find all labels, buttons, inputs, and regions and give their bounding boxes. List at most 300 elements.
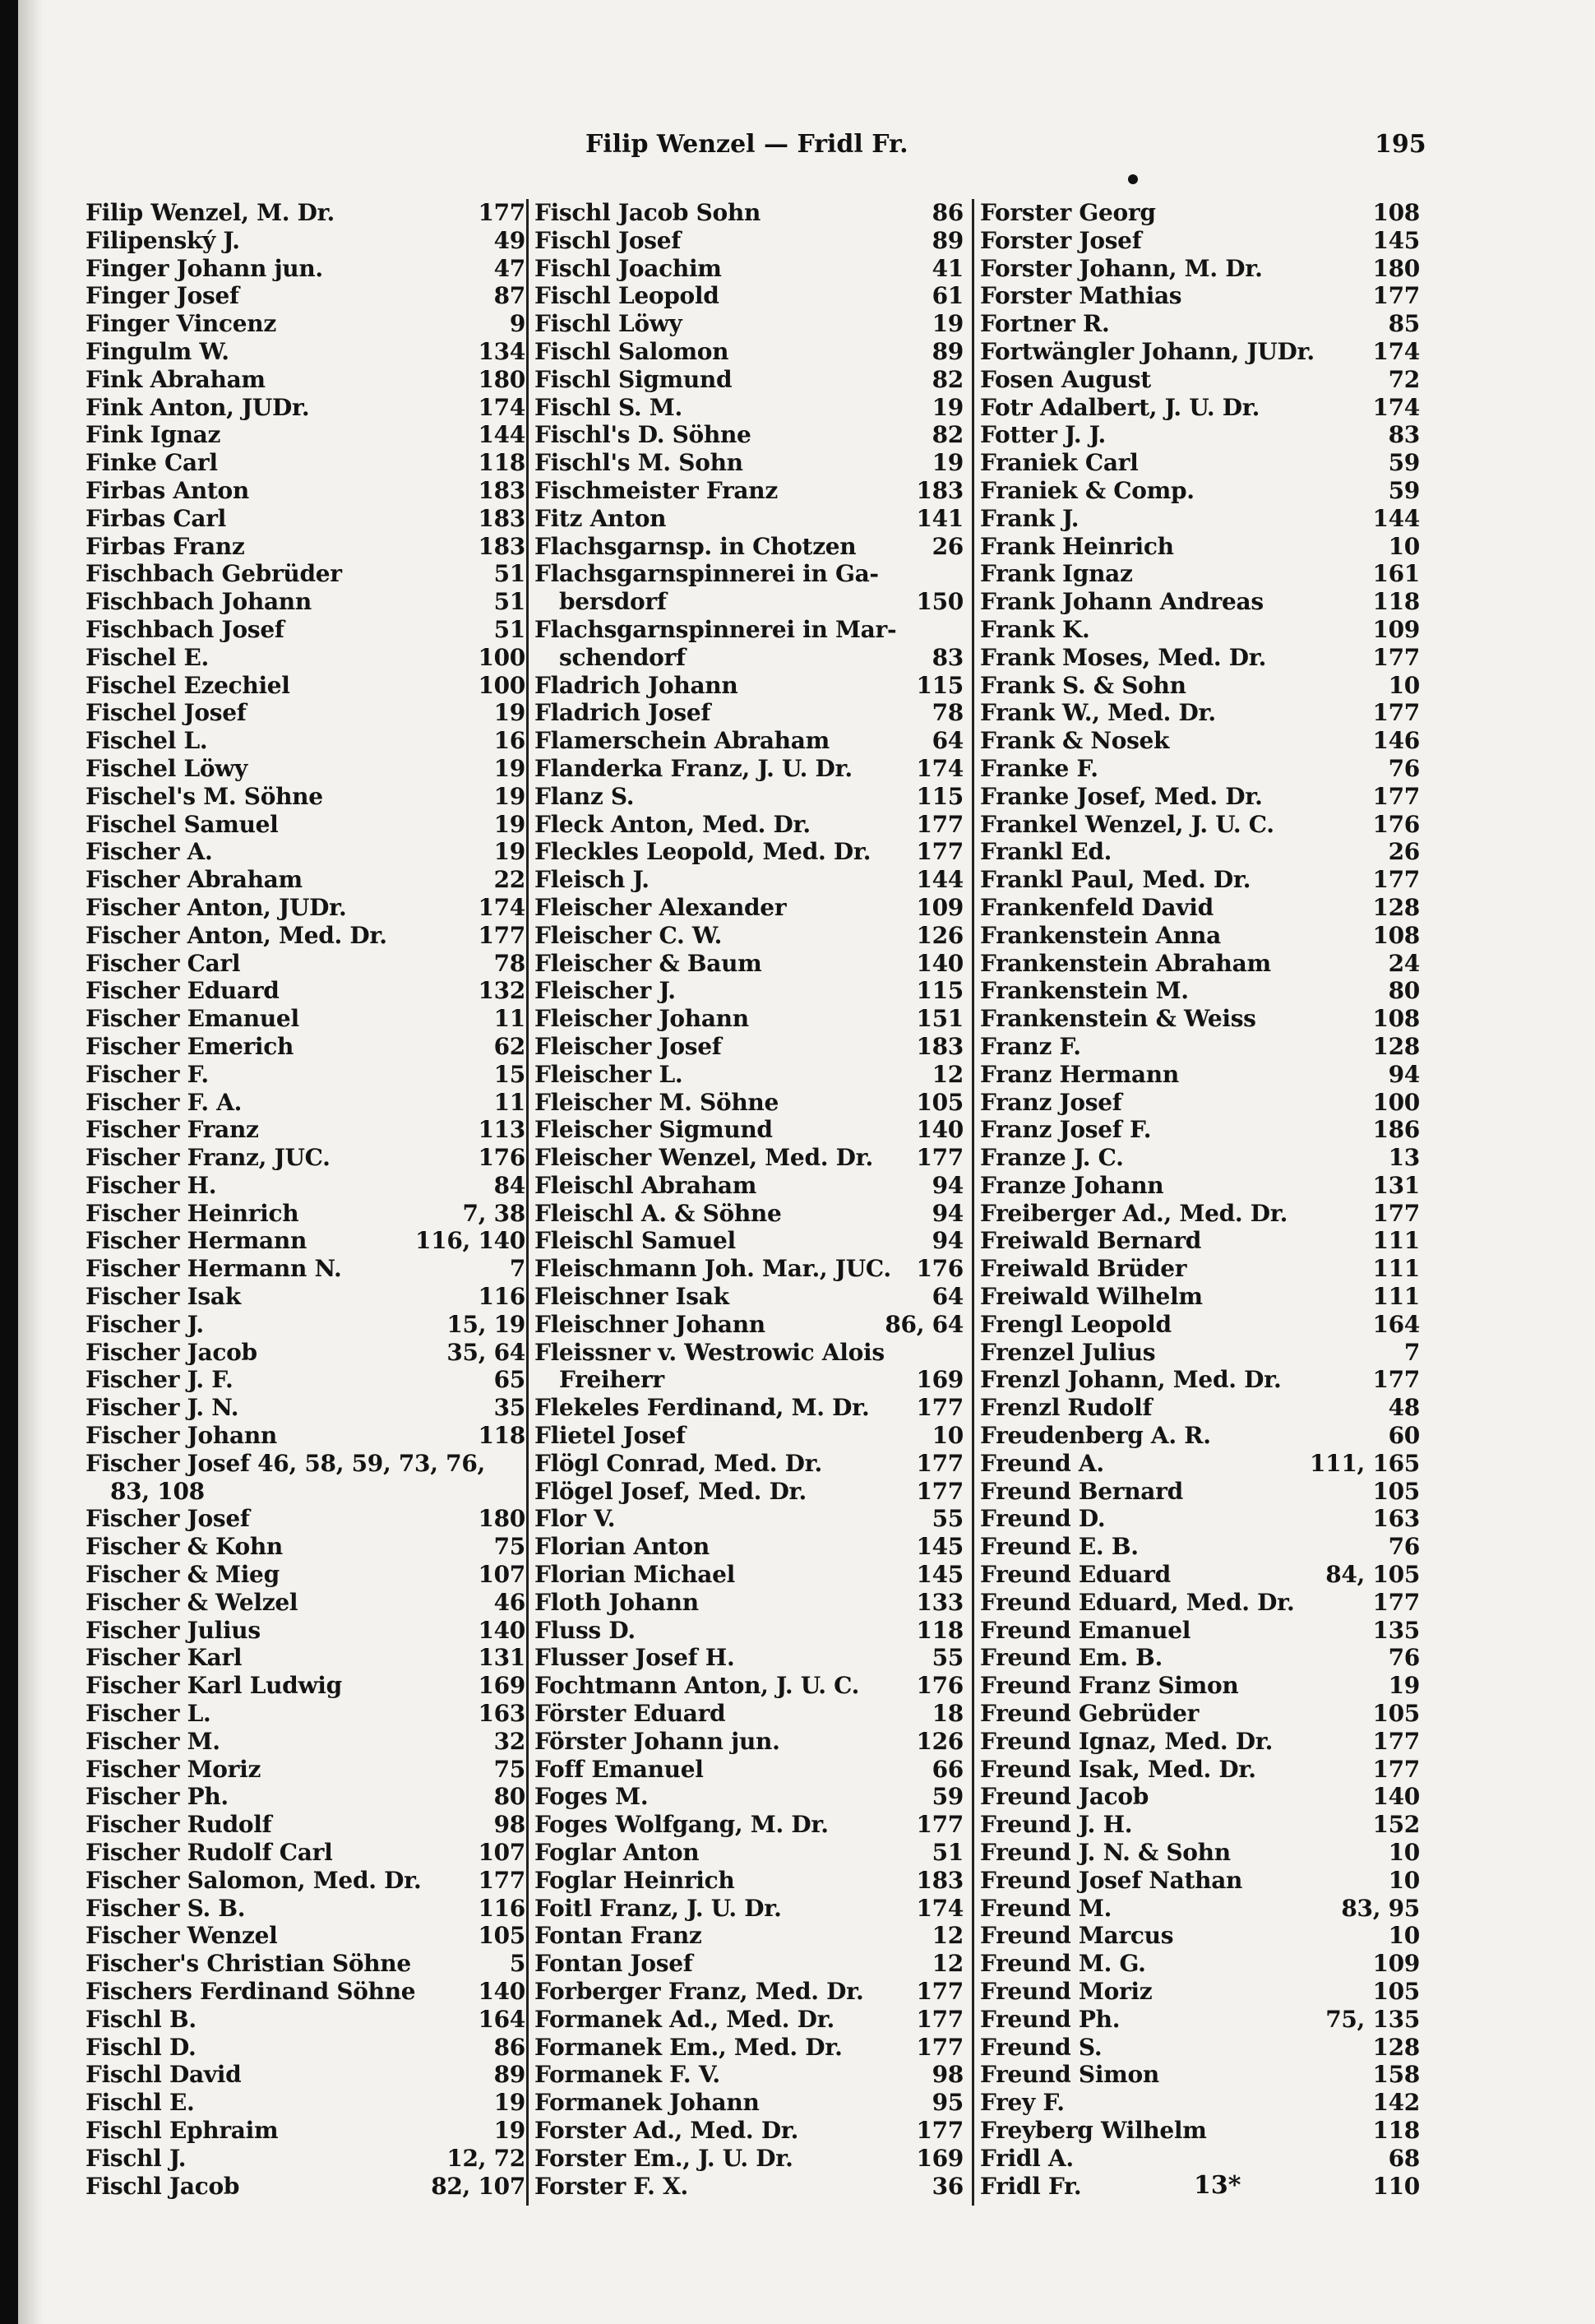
index-entry	[534, 282, 964, 310]
entry-pages: 133	[916, 1588, 964, 1616]
entry-name: Fischl Ephraim	[86, 2116, 279, 2144]
entry-name: Fischl's D. Söhne	[534, 421, 751, 449]
index-column-3	[980, 199, 1420, 2200]
entry-name: Formanek F. V.	[534, 2061, 720, 2089]
index-entry	[86, 1756, 525, 1784]
index-entry	[534, 1227, 964, 1255]
entry-name: Fladrich Josef	[534, 699, 711, 727]
entry-pages: 152	[1372, 1811, 1420, 1839]
entry-name: Fischl B.	[86, 2005, 196, 2033]
index-entry	[534, 1422, 964, 1450]
entry-pages: 7	[1403, 1338, 1420, 1366]
index-entry	[534, 227, 964, 255]
entry-name: Frankel Wenzel, J. U. C.	[980, 810, 1274, 838]
entry-name: Fischer Franz	[86, 1116, 259, 1144]
index-entry	[86, 2061, 525, 2089]
entry-pages: 10	[1388, 671, 1420, 699]
entry-pages: 128	[1372, 1032, 1420, 1060]
entry-name: Freund Isak, Med. Dr.	[980, 1755, 1256, 1783]
entry-pages: 35, 64	[446, 1338, 525, 1366]
entry-pages: 177	[1372, 282, 1420, 310]
entry-name: Fischer S. B.	[86, 1894, 246, 1922]
entry-pages: 89	[932, 337, 964, 365]
index-entry	[534, 588, 964, 616]
entry-pages: 142	[1372, 2089, 1420, 2117]
entry-name: Fischer & Mieg	[86, 1561, 280, 1589]
entry-pages: 78	[493, 949, 525, 977]
entry-pages: 177	[916, 2005, 964, 2033]
index-entry	[86, 2034, 525, 2062]
index-entry	[980, 727, 1420, 755]
entry-pages: 61	[932, 282, 964, 310]
entry-pages: 75, 135	[1325, 2005, 1420, 2033]
index-entry	[86, 199, 525, 227]
entry-name: Fleischer C. W.	[534, 921, 723, 949]
entry-name: Freund Jacob	[980, 1783, 1149, 1811]
index-entry	[980, 2089, 1420, 2117]
index-entry	[534, 1283, 964, 1311]
entry-name: Flekeles Ferdinand, M. Dr.	[534, 1394, 870, 1422]
entry-pages: 145	[1372, 226, 1420, 254]
entry-name: Franz Josef	[980, 1088, 1122, 1116]
index-entry	[86, 1283, 525, 1311]
index-entry	[534, 2173, 964, 2201]
index-entry	[534, 1505, 964, 1533]
entry-pages: 169	[916, 1366, 964, 1394]
index-entry	[534, 560, 964, 588]
entry-name: Fingulm W.	[86, 337, 229, 365]
entry-pages: 82, 107	[431, 2172, 525, 2200]
entry-pages: 177	[916, 810, 964, 838]
entry-name: Fischer Isak	[86, 1283, 241, 1311]
entry-pages: 176	[478, 1144, 525, 1172]
entry-name: Fridl A.	[980, 2144, 1074, 2172]
entry-name: Frank J.	[980, 504, 1080, 532]
entry-pages: 66	[932, 1755, 964, 1783]
entry-name: Florian Michael	[534, 1561, 735, 1589]
page-header	[18, 130, 1595, 166]
entry-name: Frank W., Med. Dr.	[980, 699, 1216, 727]
entry-pages: 174	[478, 393, 525, 421]
entry-name: Fischel Löwy	[86, 754, 248, 782]
entry-name: Fleck Anton, Med. Dr.	[534, 810, 811, 838]
index-entry	[534, 366, 964, 394]
entry-name: Flachsgarnspinnerei in Mar-	[534, 615, 897, 643]
index-entry	[534, 1116, 964, 1144]
index-entry	[534, 1394, 964, 1422]
entry-name: Fischl S. M.	[534, 393, 682, 421]
index-entry	[534, 1644, 964, 1672]
entry-pages: 140	[478, 1616, 525, 1644]
index-entry	[86, 1172, 525, 1200]
entry-name: Frankenstein Anna	[980, 921, 1221, 949]
entry-name: Freiherr	[559, 1366, 664, 1394]
entry-pages: 82	[932, 421, 964, 449]
index-entry	[534, 783, 964, 811]
entry-pages: 51	[493, 615, 525, 643]
entry-name: Fridl Fr.	[980, 2172, 1082, 2200]
entry-pages: 64	[932, 1283, 964, 1311]
entry-name: Fischel's M. Söhne	[86, 782, 323, 810]
entry-pages: 98	[493, 1811, 525, 1839]
entry-name: Freund Moriz	[980, 1978, 1153, 2005]
entry-pages: 62	[493, 1032, 525, 1060]
entry-pages: 98	[932, 2061, 964, 2089]
index-entry	[534, 1061, 964, 1089]
entry-name: Fischer Rudolf	[86, 1811, 272, 1839]
entry-pages: 132	[478, 977, 525, 1005]
entry-name: Frank K.	[980, 615, 1090, 643]
index-entry	[86, 811, 525, 839]
entry-pages: 180	[478, 1505, 525, 1533]
index-entry	[86, 588, 525, 616]
entry-pages: 115	[916, 671, 964, 699]
entry-pages: 83, 95	[1341, 1894, 1420, 1922]
index-entry	[534, 1478, 964, 1506]
index-entry	[980, 1811, 1420, 1839]
entry-pages: 174	[478, 893, 525, 921]
index-entry	[980, 672, 1420, 700]
index-entry	[980, 1478, 1420, 1506]
entry-pages: 19	[932, 449, 964, 477]
entry-name: Freund M. G.	[980, 1950, 1146, 1978]
entry-name: Frank S. & Sohn	[980, 671, 1186, 699]
index-entry	[980, 338, 1420, 366]
index-entry	[980, 1005, 1420, 1033]
entry-pages: 111	[1372, 1255, 1420, 1283]
entry-pages: 12, 72	[446, 2144, 525, 2172]
index-entry	[86, 421, 525, 449]
entry-name: Freund J. H.	[980, 1811, 1133, 1839]
entry-name: Floth Johann	[534, 1588, 699, 1616]
entry-pages: 5	[509, 1950, 525, 1978]
index-entry	[534, 2034, 964, 2062]
index-entry	[534, 2145, 964, 2173]
entry-pages: 180	[478, 365, 525, 393]
index-entry	[980, 1867, 1420, 1895]
index-entry	[86, 1589, 525, 1617]
entry-pages: 176	[916, 1255, 964, 1283]
entry-name: Freund A.	[980, 1449, 1104, 1477]
index-entry	[534, 505, 964, 533]
entry-name: Fleischer J.	[534, 977, 676, 1005]
entry-pages: 150	[916, 588, 964, 616]
entry-name: Flanz S.	[534, 782, 635, 810]
entry-name: 83, 108	[110, 1477, 205, 1505]
entry-name: Fischers Ferdinand Söhne	[86, 1978, 416, 2005]
entry-pages: 9	[509, 310, 525, 338]
index-entry	[980, 366, 1420, 394]
index-entry	[980, 1617, 1420, 1645]
entry-pages: 177	[916, 1978, 964, 2005]
entry-pages: 164	[478, 2005, 525, 2033]
entry-pages: 32	[493, 1727, 525, 1755]
entry-name: Franz F.	[980, 1032, 1081, 1060]
entry-name: Frenzl Johann, Med. Dr.	[980, 1366, 1282, 1394]
entry-pages: 10	[1388, 532, 1420, 560]
index-entry	[534, 1700, 964, 1728]
index-entry	[86, 699, 525, 727]
entry-pages: 118	[478, 449, 525, 477]
index-entry	[86, 2006, 525, 2034]
entry-pages: 68	[1388, 2144, 1420, 2172]
index-column-1	[86, 199, 525, 2200]
index-entry	[86, 1672, 525, 1700]
entry-pages: 163	[478, 1700, 525, 1728]
entry-name: Forster Ad., Med. Dr.	[534, 2116, 799, 2144]
index-entry	[534, 1561, 964, 1589]
entry-pages: 76	[1388, 754, 1420, 782]
entry-pages: 115	[916, 782, 964, 810]
entry-pages: 177	[916, 1144, 964, 1172]
index-entry	[980, 2117, 1420, 2145]
index-entry	[86, 1978, 525, 2006]
index-entry	[980, 1561, 1420, 1589]
entry-name: Fischer H.	[86, 1171, 217, 1199]
index-entry	[980, 533, 1420, 561]
entry-pages: 48	[1388, 1394, 1420, 1422]
index-entry	[86, 1895, 525, 1923]
entry-name: Franke F.	[980, 754, 1098, 782]
column-rule	[972, 199, 974, 2206]
entry-pages: 144	[478, 421, 525, 449]
entry-name: Franz Hermann	[980, 1060, 1179, 1088]
entry-name: Fischl Salomon	[534, 337, 729, 365]
index-entry	[86, 1478, 525, 1506]
entry-pages: 82	[932, 365, 964, 393]
index-entry	[980, 310, 1420, 338]
index-entry	[534, 727, 964, 755]
index-entry	[534, 449, 964, 477]
entry-name: Fischel E.	[86, 643, 209, 671]
entry-name: Flietel Josef	[534, 1422, 686, 1450]
entry-pages: 86	[493, 2033, 525, 2061]
entry-pages: 24	[1388, 949, 1420, 977]
entry-pages: 89	[932, 226, 964, 254]
entry-pages: 108	[1372, 1005, 1420, 1033]
entry-name: Frankenstein M.	[980, 977, 1189, 1005]
index-entry	[980, 1922, 1420, 1950]
index-entry	[86, 950, 525, 978]
entry-name: Fortner R.	[980, 310, 1110, 338]
entry-pages: 109	[916, 893, 964, 921]
index-entry	[534, 421, 964, 449]
index-entry	[86, 394, 525, 422]
entry-name: Freund S.	[980, 2033, 1103, 2061]
index-entry	[534, 1172, 964, 1200]
entry-pages: 41	[932, 254, 964, 282]
index-entry	[86, 2089, 525, 2117]
index-entry	[980, 2006, 1420, 2034]
entry-name: Franke Josef, Med. Dr.	[980, 782, 1263, 810]
entry-name: Fischer Anton, JUDr.	[86, 893, 347, 921]
entry-name: Fischmeister Franz	[534, 476, 778, 504]
index-entry	[86, 1339, 525, 1367]
entry-name: Fischl Josef	[534, 226, 682, 254]
entry-name: Freund D.	[980, 1505, 1106, 1533]
entry-pages: 75	[493, 1755, 525, 1783]
entry-name: Fleischer M. Söhne	[534, 1088, 779, 1116]
entry-pages: 183	[916, 476, 964, 504]
entry-name: Fischl Löwy	[534, 310, 682, 338]
index-entry	[534, 1867, 964, 1895]
entry-name: Fischbach Johann	[86, 588, 312, 616]
entry-pages: 111	[1372, 1227, 1420, 1255]
entry-pages: 134	[478, 337, 525, 365]
entry-name: Fleischer Alexander	[534, 893, 787, 921]
entry-name: Fontan Josef	[534, 1950, 693, 1978]
entry-pages: 19	[932, 310, 964, 338]
entry-pages: 51	[493, 560, 525, 588]
entry-name: Fischer's Christian Söhne	[86, 1950, 411, 1978]
index-entry	[980, 2034, 1420, 2062]
index-entry	[980, 1422, 1420, 1450]
entry-pages: 105	[916, 1088, 964, 1116]
index-entry	[86, 366, 525, 394]
entry-name: Fischer & Kohn	[86, 1533, 283, 1561]
entry-name: Fink Anton, JUDr.	[86, 393, 310, 421]
index-entry	[534, 1756, 964, 1784]
index-entry	[534, 1144, 964, 1172]
entry-name: Fischer Karl Ludwig	[86, 1672, 342, 1700]
index-entry	[534, 2006, 964, 2034]
index-entry	[534, 1339, 964, 1367]
entry-pages: 76	[1388, 1533, 1420, 1561]
index-entry	[534, 1311, 964, 1339]
index-entry	[534, 533, 964, 561]
entry-pages: 177	[916, 2033, 964, 2061]
index-entry	[86, 282, 525, 310]
entry-name: Fischel Samuel	[86, 810, 279, 838]
entry-name: Formanek Em., Med. Dr.	[534, 2033, 843, 2061]
index-entry	[980, 1672, 1420, 1700]
index-entry	[534, 1617, 964, 1645]
index-entry	[980, 1728, 1420, 1756]
entry-name: Franz Josef F.	[980, 1116, 1152, 1144]
entry-pages: 116	[478, 1894, 525, 1922]
index-entry	[980, 1311, 1420, 1339]
entry-pages: 177	[478, 199, 525, 226]
entry-pages: 116, 140	[415, 1227, 525, 1255]
entry-pages: 76	[1388, 1644, 1420, 1672]
index-entry	[534, 1922, 964, 1950]
entry-pages: 128	[1372, 893, 1420, 921]
entry-name: Foges M.	[534, 1783, 649, 1811]
entry-name: Fleckles Leopold, Med. Dr.	[534, 838, 871, 866]
entry-name: Fischer Josef 46, 58, 59, 73, 76,	[86, 1449, 485, 1477]
entry-name: Freudenberg A. R.	[980, 1422, 1211, 1450]
entry-pages: 86	[932, 199, 964, 226]
entry-name: Fleischer Sigmund	[534, 1116, 773, 1144]
entry-name: Franiek & Comp.	[980, 476, 1195, 504]
entry-name: Fleischer Josef	[534, 1032, 722, 1060]
index-entry	[980, 644, 1420, 672]
entry-name: Frank Johann Andreas	[980, 588, 1264, 616]
entry-name: Fischer Hermann	[86, 1227, 307, 1255]
entry-pages: 19	[493, 754, 525, 782]
entry-pages: 177	[916, 1811, 964, 1839]
index-entry	[534, 1895, 964, 1923]
index-entry	[86, 644, 525, 672]
entry-name: Freund Eduard	[980, 1561, 1171, 1589]
entry-pages: 174	[916, 754, 964, 782]
entry-pages: 177	[478, 921, 525, 949]
index-entry	[980, 616, 1420, 644]
entry-pages: 177	[916, 1477, 964, 1505]
entry-pages: 164	[1372, 1310, 1420, 1338]
entry-name: Fischl David	[86, 2061, 242, 2089]
index-column-2	[534, 199, 964, 2200]
index-entry	[534, 1200, 964, 1228]
entry-name: Freund Ph.	[980, 2005, 1121, 2033]
entry-name: Fischl Jacob Sohn	[534, 199, 761, 226]
entry-name: Fischl Leopold	[534, 282, 719, 310]
index-entry	[534, 199, 964, 227]
entry-pages: 11	[493, 1088, 525, 1116]
index-entry	[534, 616, 964, 644]
entry-pages: 186	[1372, 1116, 1420, 1144]
entry-pages: 19	[932, 393, 964, 421]
entry-pages: 105	[1372, 1477, 1420, 1505]
entry-pages: 183	[478, 476, 525, 504]
entry-name: Foglar Heinrich	[534, 1866, 735, 1894]
index-entry	[980, 894, 1420, 922]
entry-name: Freund E. B.	[980, 1533, 1139, 1561]
entry-name: Fischel L.	[86, 727, 208, 755]
index-entry	[534, 1978, 964, 2006]
entry-pages: 126	[916, 921, 964, 949]
entry-name: Frankenstein & Weiss	[980, 1005, 1256, 1033]
index-entry	[980, 699, 1420, 727]
entry-pages: 161	[1372, 560, 1420, 588]
entry-pages: 146	[1372, 727, 1420, 755]
entry-name: Franiek Carl	[980, 449, 1139, 477]
index-entry	[86, 505, 525, 533]
printer-mark	[1128, 174, 1138, 184]
index-entry	[534, 977, 964, 1005]
index-entry	[980, 394, 1420, 422]
entry-name: Frankl Paul, Med. Dr.	[980, 866, 1251, 894]
entry-pages: 51	[932, 1839, 964, 1867]
entry-name: Fischbach Josef	[86, 615, 284, 643]
entry-name: Finger Johann jun.	[86, 254, 323, 282]
index-entry	[86, 1061, 525, 1089]
entry-name: Firbas Franz	[86, 532, 245, 560]
entry-pages: 105	[478, 1922, 525, 1950]
index-entry	[534, 1672, 964, 1700]
index-entry	[534, 1728, 964, 1756]
entry-name: Firbas Anton	[86, 476, 249, 504]
entry-name: Freund J. N. & Sohn	[980, 1839, 1231, 1867]
index-entry	[980, 1172, 1420, 1200]
index-entry	[86, 1700, 525, 1728]
index-entry	[534, 1783, 964, 1811]
index-entry	[980, 449, 1420, 477]
entry-pages: 180	[1372, 254, 1420, 282]
entry-name: Frankl Ed.	[980, 838, 1112, 866]
entry-pages: 169	[478, 1672, 525, 1700]
entry-name: Forberger Franz, Med. Dr.	[534, 1978, 864, 2005]
entry-pages: 7	[509, 1255, 525, 1283]
entry-pages: 26	[932, 532, 964, 560]
entry-pages: 47	[493, 254, 525, 282]
entry-pages: 135	[1372, 1616, 1420, 1644]
entry-pages: 177	[1372, 1366, 1420, 1394]
entry-name: Fischl Jacob	[86, 2172, 240, 2200]
entry-name: Fischer Ph.	[86, 1783, 229, 1811]
entry-pages: 100	[478, 671, 525, 699]
entry-pages: 18	[932, 1700, 964, 1728]
